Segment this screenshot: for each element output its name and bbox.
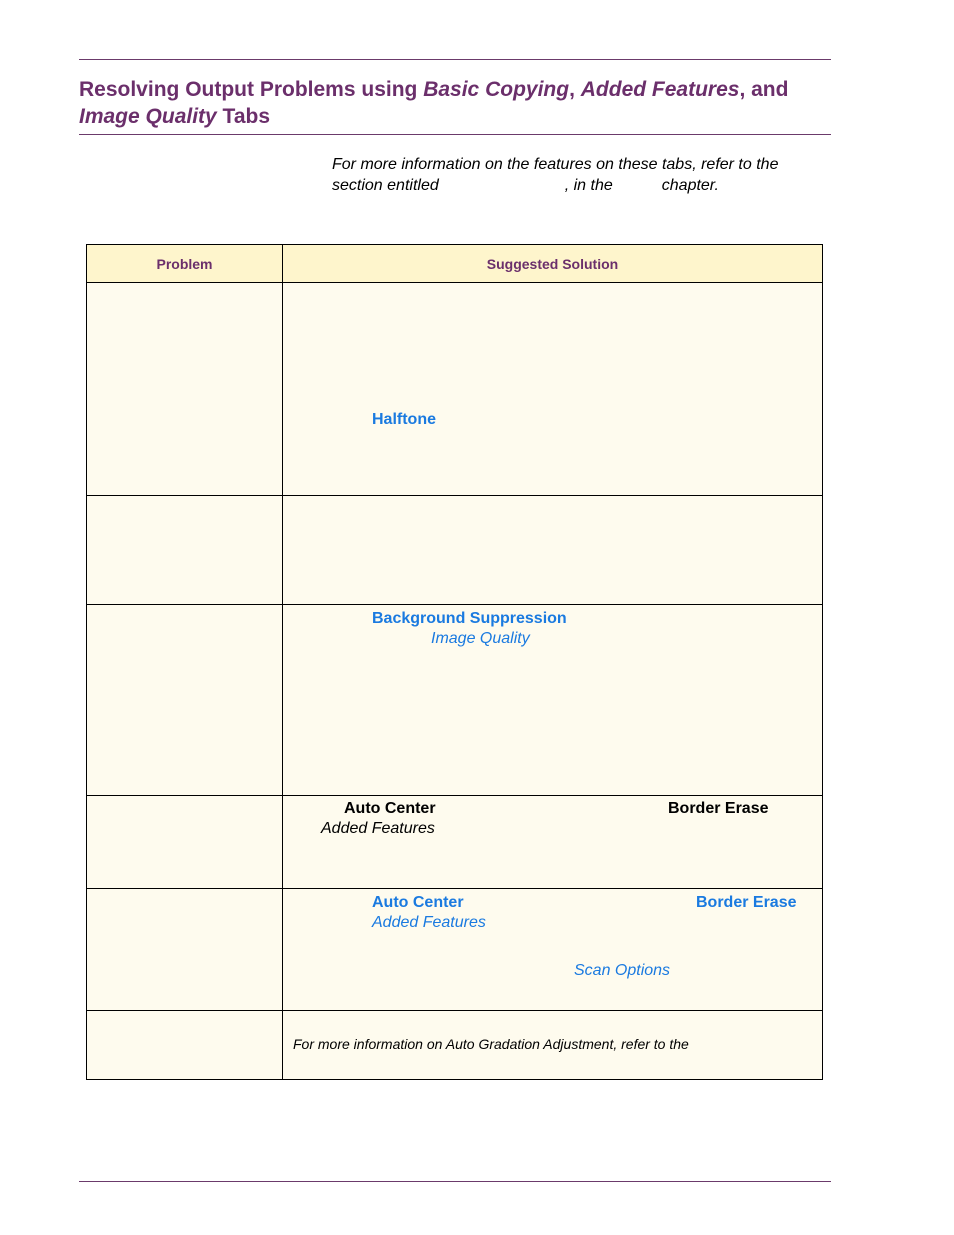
title-comma: ,	[569, 78, 581, 101]
intro-line2b: , in the	[564, 177, 613, 194]
solution-cell	[283, 796, 823, 889]
halftone-link[interactable]: Halftone	[372, 411, 436, 428]
background-suppression-link[interactable]: Background Suppression	[372, 610, 567, 627]
auto-gradation-note: For more information on Auto Gradation Adjustment, refer to the	[293, 1036, 689, 1052]
auto-center-text: Auto Center	[344, 800, 436, 817]
border-erase-link[interactable]: Border Erase	[696, 894, 797, 911]
bottom-rule	[79, 1181, 831, 1182]
title-image-quality: Image Quality	[79, 105, 217, 128]
table-row	[87, 605, 823, 796]
scan-options-link[interactable]: Scan Options	[574, 962, 671, 979]
solution-cell	[283, 889, 823, 1011]
table-row	[87, 889, 823, 1011]
header-problem: Problem	[87, 245, 283, 283]
title-text: Resolving Output Problems using	[79, 78, 424, 101]
problem-cell	[87, 796, 283, 889]
table-header-row	[87, 245, 823, 283]
solution-cell	[283, 496, 823, 605]
title-added-features: Added Features	[580, 78, 740, 101]
header-solution: Suggested Solution	[283, 245, 823, 283]
solution-cell	[283, 283, 823, 496]
problem-cell	[87, 283, 283, 496]
table-row	[87, 283, 823, 496]
troubleshooting-table	[86, 244, 823, 1080]
problem-cell	[87, 496, 283, 605]
title-basic-copying: Basic Copying	[423, 78, 570, 101]
table-row	[87, 796, 823, 889]
added-features-link[interactable]: Added Features	[372, 914, 486, 931]
added-features-text: Added Features	[321, 820, 435, 837]
intro-paragraph	[332, 154, 832, 196]
title-rule	[79, 134, 831, 135]
intro-line2a: section entitled	[332, 177, 439, 194]
table-row	[87, 1011, 823, 1080]
auto-center-link[interactable]: Auto Center	[372, 894, 464, 911]
solution-cell	[283, 605, 823, 796]
intro-line1: For more information on the features on these tabs, refer to the	[332, 156, 779, 173]
title-tabs: Tabs	[216, 105, 271, 128]
problem-cell	[87, 889, 283, 1011]
top-rule	[79, 59, 831, 60]
intro-line2c: chapter.	[661, 177, 719, 194]
page-title	[79, 76, 839, 130]
problem-cell	[87, 1011, 283, 1080]
image-quality-link[interactable]: Image Quality	[431, 630, 530, 647]
table-row	[87, 496, 823, 605]
border-erase-text: Border Erase	[668, 800, 769, 817]
solution-cell	[283, 1011, 823, 1080]
title-and: , and	[739, 78, 789, 101]
problem-cell	[87, 605, 283, 796]
